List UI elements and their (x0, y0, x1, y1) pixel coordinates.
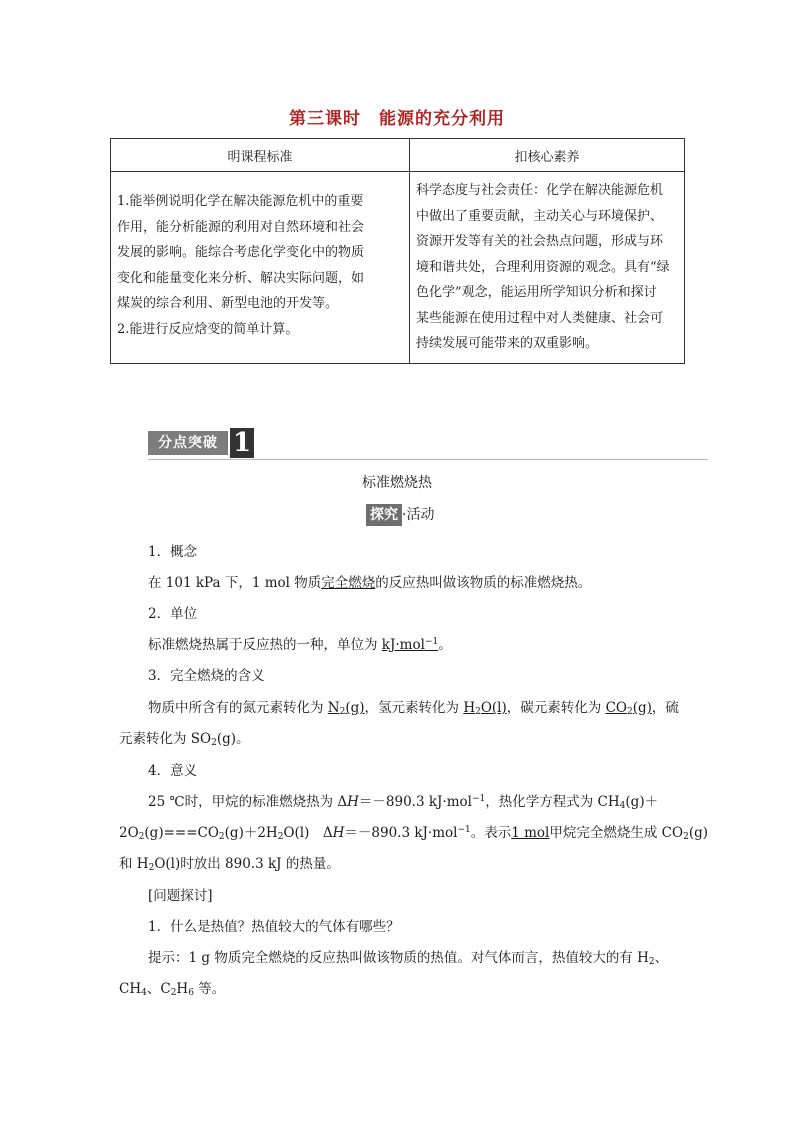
standards-line: 发展的影响。能综合考虑化学变化中的物质 (117, 245, 365, 260)
section-subheading: 标准燃烧热 (362, 475, 432, 491)
paragraph-concept: 在 101 kPa 下，1 mol 物质完全燃烧的反应热叫做该物质的标准燃烧热。 (148, 575, 592, 591)
literacy-line: 持续发展可能带来的双重影响。 (416, 336, 599, 351)
standards-line: 1.能举例说明化学在解决能源危机中的重要 (117, 194, 364, 209)
standards-line: 2.能进行反应焓变的简单计算。 (117, 321, 299, 337)
literacy-line: 资源开发等有关的社会热点问题，形成与环 (416, 234, 664, 249)
table-cell-literacy (410, 172, 685, 364)
question-1: 1．什么是热值？热值较大的气体有哪些？ (148, 919, 400, 935)
paragraph-significance-line1: 25 ℃时，甲烷的标准燃烧热为 ΔH＝－890.3 kJ·mol$^{-1}$，热化学方程式为 $CH_4(g)+$ (148, 794, 659, 811)
hint-line1: 提示：1 g 物质完全燃烧的反应热叫做该物质的热值。对气体而言，热值较大的有 $H_2$、 (148, 950, 669, 967)
explore-badge: 探究 (366, 504, 402, 526)
paragraph-combustion-line1: 物质中所含有的氮元素转化为 $N_2(g)$，氢元素转化为 $H_2O(l)$，碳元素转化为 $CO_2(g)$，硫 (148, 700, 679, 717)
standards-line: 变化和能量变化来分析、解决实际问题，如 (117, 270, 365, 286)
literacy-line: 某些能源在使用过程中对人类健康、社会可 (416, 310, 664, 326)
paragraph-combustion-line2: 元素转化为 $SO_2(g)$。 (119, 731, 250, 748)
standards-line: 作用，能分析能源的利用对自然环境和社会 (117, 219, 365, 235)
section-badge-label: 分点突破 (148, 431, 228, 455)
table-header-left: 明课程标准 (111, 139, 410, 172)
table-header-right: 扣核心素养 (410, 139, 685, 172)
literacy-line: 色化学”观念，能运用所学知识分析和探讨 (416, 285, 657, 300)
paragraph-significance-line3: 和 $H_2O(l)$时放出 890.3 kJ 的热量。 (119, 856, 340, 873)
page-title: 第三课时 能源的充分利用 (289, 109, 505, 129)
section-divider (148, 459, 708, 460)
discussion-heading: [问题探讨] (148, 888, 213, 904)
heading-unit: 2．单位 (148, 606, 198, 622)
heading-concept: 1．概念 (148, 544, 198, 560)
literacy-line: 中做出了重要贡献，主动关心与环境保护、 (416, 208, 664, 224)
section-badge-number: 1 (230, 428, 254, 458)
standards-line: 煤炭的综合利用、新型电池的开发等。 (117, 296, 339, 311)
table-cell-standards (111, 172, 410, 364)
heading-significance: 4．意义 (148, 763, 198, 779)
heading-complete-combustion: 3．完全燃烧的含义 (148, 668, 265, 684)
explore-activity-label: ·活动 (402, 507, 435, 523)
literacy-line: 境和谐共处，合理利用资源的观念。具有“绿 (416, 259, 670, 275)
paragraph-significance-line2: $2O_2(g)===CO_2(g)+2H_2O(l)$ ΔH＝－890.3 kJ·mol$^{-1}$。表示1 mol甲烷完全燃烧生成 $CO_2(g)$ (119, 825, 709, 842)
hint-line2: $CH_4$、$C_2H_6$ 等。 (119, 981, 226, 998)
curriculum-standards-table (110, 138, 685, 364)
literacy-line: 科学态度与社会责任：化学在解决能源危机 (416, 183, 664, 198)
paragraph-unit: 标准燃烧热属于反应热的一种，单位为 kJ·mol$^{-1}$。 (148, 637, 452, 653)
explore-activity-heading (366, 504, 434, 526)
